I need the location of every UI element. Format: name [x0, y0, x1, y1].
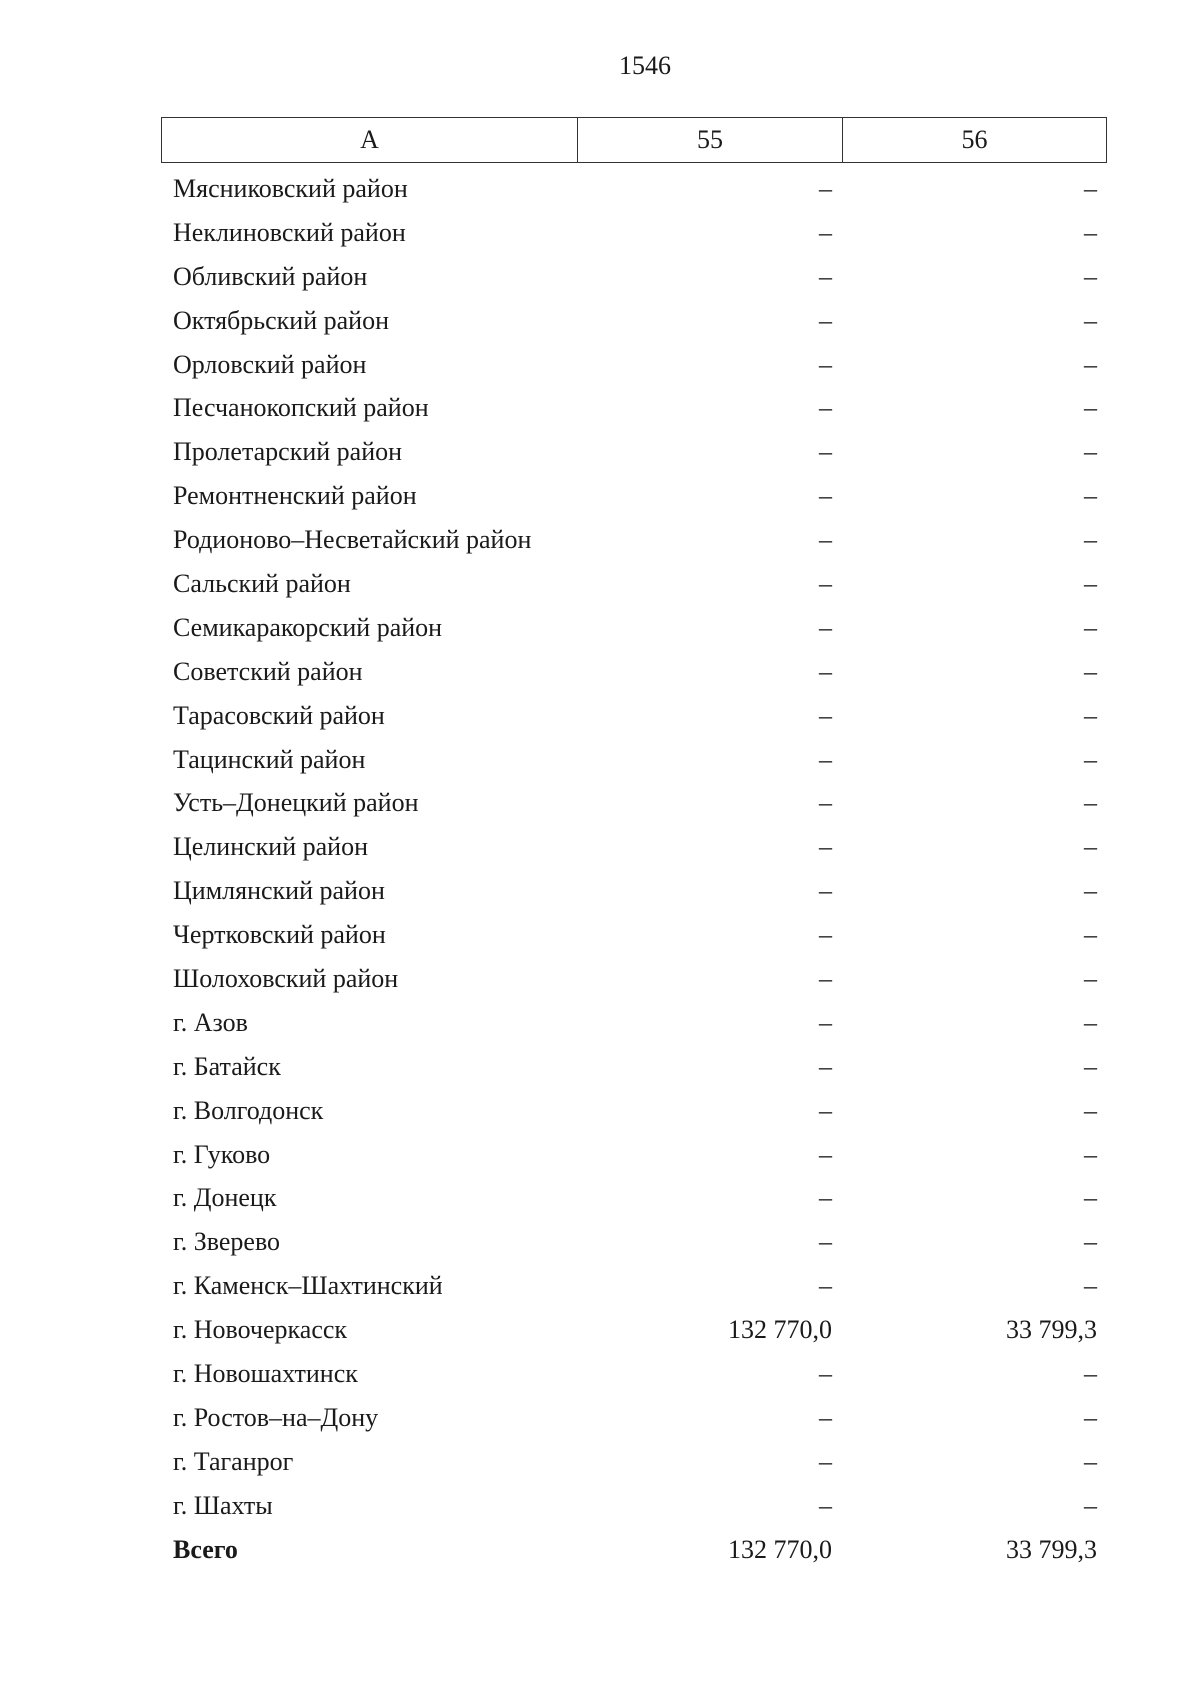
- value-55: –: [819, 1490, 832, 1520]
- value-55: –: [819, 481, 832, 511]
- value-56: –: [1084, 1095, 1097, 1125]
- value-56: –: [1084, 1227, 1097, 1257]
- value-56: –: [1084, 1402, 1097, 1432]
- value-56: 33 799,3: [1006, 1315, 1097, 1345]
- district-name: Чертковский район: [173, 920, 386, 950]
- district-name: Октябрьский район: [173, 305, 389, 335]
- value-56: –: [1084, 217, 1097, 247]
- district-name: Сальский район: [173, 568, 351, 598]
- value-55: –: [819, 744, 832, 774]
- value-55: –: [819, 876, 832, 906]
- value-56: –: [1084, 305, 1097, 335]
- district-name: Семикаракорский район: [173, 612, 443, 642]
- table-row: [161, 606, 1107, 650]
- district-name: Неклиновский район: [173, 217, 406, 247]
- value-56: –: [1084, 700, 1097, 730]
- district-name: Советский район: [173, 656, 363, 686]
- value-56: –: [1084, 1271, 1097, 1301]
- value-56: –: [1084, 1358, 1097, 1388]
- district-name: Целинский район: [173, 832, 368, 862]
- value-56: –: [1084, 876, 1097, 906]
- table-row: [161, 825, 1107, 869]
- district-name: г. Каменск–Шахтинский: [173, 1271, 443, 1301]
- value-55: –: [819, 1358, 832, 1388]
- district-name: г. Шахты: [173, 1490, 273, 1520]
- district-name: Песчанокопский район: [173, 393, 429, 423]
- value-56: –: [1084, 1183, 1097, 1213]
- value-55: –: [819, 261, 832, 291]
- table-row: [161, 1264, 1107, 1308]
- value-56: –: [1084, 525, 1097, 555]
- value-56: –: [1084, 920, 1097, 950]
- district-name: Цимлянский район: [173, 876, 385, 906]
- table-row: [161, 781, 1107, 825]
- value-55: –: [819, 1007, 832, 1037]
- column-header-56: 56: [961, 125, 988, 154]
- table-row: [161, 474, 1107, 518]
- district-name: г. Волгодонск: [173, 1095, 324, 1125]
- table-row: [161, 167, 1107, 211]
- value-56: –: [1084, 349, 1097, 379]
- value-56: –: [1084, 1446, 1097, 1476]
- district-name: Орловский район: [173, 349, 367, 379]
- district-name: Ремонтненский район: [173, 481, 417, 511]
- value-56: –: [1084, 612, 1097, 642]
- value-55: –: [819, 700, 832, 730]
- table-row: [161, 343, 1107, 387]
- value-55: –: [819, 349, 832, 379]
- value-55: –: [819, 1402, 832, 1432]
- value-55: –: [819, 1051, 832, 1081]
- district-name: Шолоховский район: [173, 963, 399, 993]
- value-56: –: [1084, 481, 1097, 511]
- value-55: –: [819, 788, 832, 818]
- total-label: Всего: [173, 1534, 238, 1564]
- value-55: –: [819, 920, 832, 950]
- value-56: –: [1084, 656, 1097, 686]
- district-name: г. Новочеркасск: [173, 1315, 348, 1345]
- district-name: Мясниковский район: [173, 173, 408, 203]
- district-name: Обливский район: [173, 261, 368, 291]
- table-row: [161, 1176, 1107, 1220]
- table-row: [161, 430, 1107, 474]
- value-56: –: [1084, 832, 1097, 862]
- value-55: –: [819, 1271, 832, 1301]
- table-row: [161, 1220, 1107, 1264]
- table-body: [161, 167, 1107, 1572]
- value-56: –: [1084, 1051, 1097, 1081]
- value-56: –: [1084, 744, 1097, 774]
- district-name: Тацинский район: [173, 744, 366, 774]
- value-56: –: [1084, 437, 1097, 467]
- table-row: [161, 562, 1107, 606]
- value-55: –: [819, 437, 832, 467]
- table-row: [161, 957, 1107, 1001]
- table-row: [161, 869, 1107, 913]
- table-row: [161, 1352, 1107, 1396]
- value-56: –: [1084, 568, 1097, 598]
- value-55: –: [819, 305, 832, 335]
- value-55: –: [819, 173, 832, 203]
- district-name: г. Ростов–на–Дону: [173, 1402, 379, 1432]
- table-row: [161, 1396, 1107, 1440]
- value-55: –: [819, 1183, 832, 1213]
- value-55: –: [819, 1139, 832, 1169]
- table-row: [161, 255, 1107, 299]
- value-55: –: [819, 1446, 832, 1476]
- district-name: Родионово–Несветайский район: [173, 525, 532, 555]
- table-row: [161, 211, 1107, 255]
- table-row: [161, 1484, 1107, 1528]
- value-55: –: [819, 656, 832, 686]
- value-55: –: [819, 525, 832, 555]
- table-row: [161, 1001, 1107, 1045]
- value-56: –: [1084, 1139, 1097, 1169]
- value-56: –: [1084, 1490, 1097, 1520]
- value-56: –: [1084, 261, 1097, 291]
- value-55: –: [819, 832, 832, 862]
- value-55: –: [819, 217, 832, 247]
- total-value-55: 132 770,0: [728, 1534, 832, 1564]
- district-name: г. Гуково: [173, 1139, 271, 1169]
- page-number: 1546: [619, 51, 671, 80]
- value-56: –: [1084, 173, 1097, 203]
- district-name: Усть–Донецкий район: [173, 788, 419, 818]
- table-row: [161, 1440, 1107, 1484]
- total-value-56: 33 799,3: [1006, 1534, 1097, 1564]
- value-55: –: [819, 393, 832, 423]
- table-row: [161, 650, 1107, 694]
- table-row: [161, 1089, 1107, 1133]
- value-56: –: [1084, 788, 1097, 818]
- district-name: г. Зверево: [173, 1227, 281, 1257]
- district-name: Пролетарский район: [173, 437, 403, 467]
- table-header: [161, 117, 1107, 163]
- table-row: [161, 518, 1107, 562]
- district-name: г. Азов: [173, 1007, 248, 1037]
- total-row: [161, 1528, 1107, 1572]
- district-name: Тарасовский район: [173, 700, 385, 730]
- value-55: –: [819, 568, 832, 598]
- value-56: –: [1084, 393, 1097, 423]
- value-55: –: [819, 1227, 832, 1257]
- value-56: –: [1084, 1007, 1097, 1037]
- table-row: [161, 1308, 1107, 1352]
- district-name: г. Новошахтинск: [173, 1358, 358, 1388]
- value-55: –: [819, 963, 832, 993]
- table-row: [161, 1133, 1107, 1177]
- table-row: [161, 386, 1107, 430]
- table-row: [161, 738, 1107, 782]
- district-name: г. Батайск: [173, 1051, 281, 1081]
- table-row: [161, 913, 1107, 957]
- table-row: [161, 299, 1107, 343]
- district-name: г. Донецк: [173, 1183, 277, 1213]
- column-header-55: 55: [578, 118, 843, 162]
- value-56: –: [1084, 963, 1097, 993]
- value-55: –: [819, 612, 832, 642]
- column-header-a: А: [162, 118, 578, 162]
- table-row: [161, 1045, 1107, 1089]
- value-55: 132 770,0: [728, 1315, 832, 1345]
- table-row: [161, 694, 1107, 738]
- district-name: г. Таганрог: [173, 1446, 294, 1476]
- value-55: –: [819, 1095, 832, 1125]
